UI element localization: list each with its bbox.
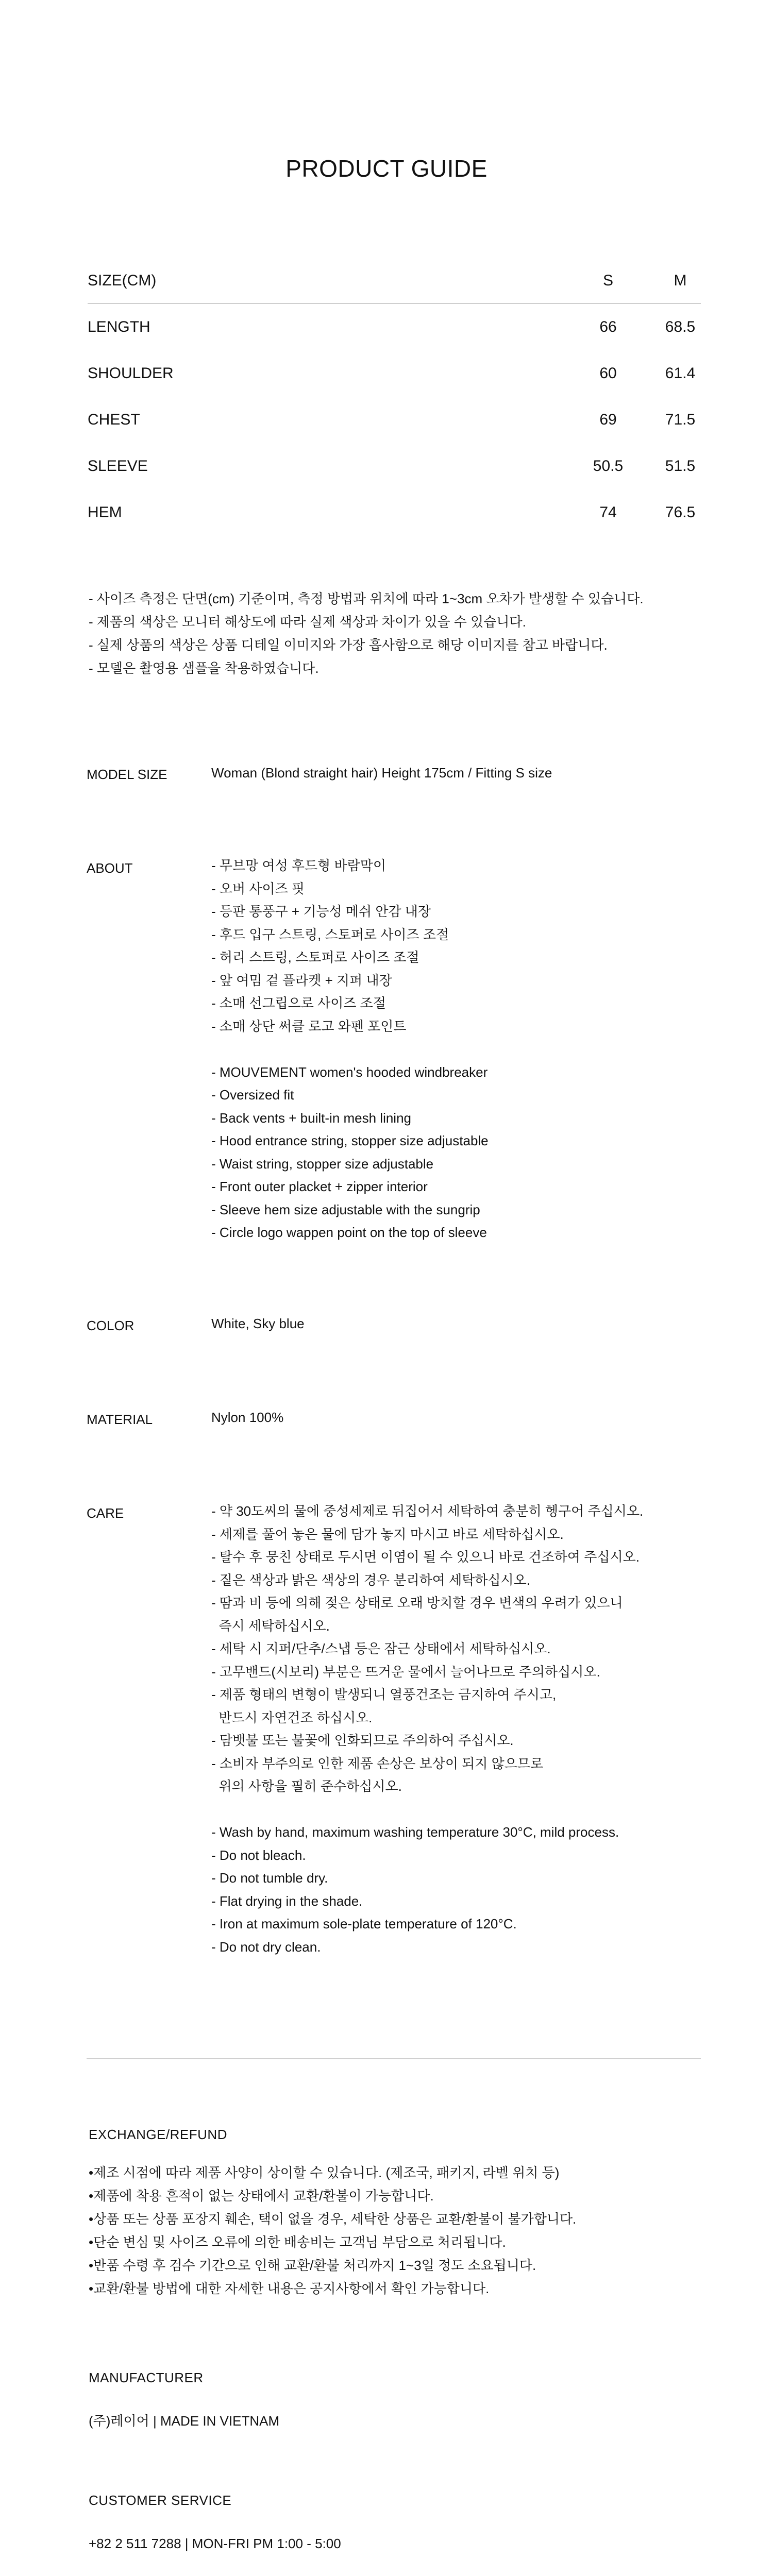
manufacturer-title: MANUFACTURER [89,2370,204,2385]
table-row [88,457,701,504]
about-line: - Circle logo wappen point on the top of sleeve [211,1225,487,1240]
care-label: CARE [87,1505,124,1521]
about-line: - Sleeve hem size adjustable with the sungrip [211,1201,480,1217]
measure-label: HEM [88,504,122,521]
table-row [88,504,701,550]
section-divider [87,2058,701,2059]
exchange-body [89,2161,576,2300]
color-value [211,1312,305,1335]
material-text: Nylon 100% [211,1410,284,1425]
exchange-line: •단순 변심 및 사이즈 오류에 의한 배송비는 고객님 부담으로 처리됩니다. [89,2234,506,2250]
customer-service-text: +82 2 511 7288 | MON-FRI PM 1:00 - 5:00 [89,2536,341,2551]
care-line: - 담뱃불 또는 불꽃에 인화되므로 주의하여 주십시오. [211,1733,514,1748]
about-line: - 소매 상단 써클 로고 와펜 포인트 [211,1018,407,1034]
care-line: - Do not bleach. [211,1847,306,1863]
color-label: COLOR [87,1318,135,1333]
about-line: - 후드 입구 스트링, 스토퍼로 사이즈 조절 [211,926,449,942]
care-line: - Do not dry clean. [211,1939,321,1955]
model-size-label: MODEL SIZE [87,767,167,782]
about-line: - Waist string, stopper size adjustable [211,1156,434,1172]
about-line: - 소매 선그립으로 사이즈 조절 [211,995,386,1011]
measure-label: CHEST [88,411,140,428]
page-title: PRODUCT GUIDE [285,155,488,182]
care-line: 반드시 자연건조 하십시오. [211,1709,373,1725]
care-line: - 짙은 색상과 밝은 색상의 경우 분리하여 세탁하십시오. [211,1572,530,1588]
exchange-line: •제품에 착용 흔적이 없는 상태에서 교환/환불이 가능합니다. [89,2188,434,2204]
care-line: - 세탁 시 지퍼/단추/스냅 등은 잠근 상태에서 세탁하십시오. [211,1641,551,1656]
measure-m: 71.5 [665,411,696,428]
measure-s: 69 [599,411,617,428]
note-line: - 사이즈 측정은 단면(cm) 기준이며, 측정 방법과 위치에 따라 1~3cm 오차가 발생할 수 있습니다. [89,591,644,606]
table-row [88,365,701,411]
care-line: - Wash by hand, maximum washing temperature 30°C, mild process. [211,1824,619,1840]
about-line: - Front outer placket + zipper interior [211,1179,428,1194]
customer-service-title: CUSTOMER SERVICE [89,2493,232,2508]
care-line: - 땀과 비 등에 의해 젖은 상태로 오래 방치할 경우 변색의 우려가 있으니 [211,1595,623,1611]
manufacturer-text: (주)레이어 | MADE IN VIETNAM [89,2413,280,2429]
measure-s: 74 [599,504,617,521]
care-line: 즉시 세탁하십시오. [211,1618,330,1634]
measure-label: SHOULDER [88,365,174,382]
about-line: - Back vents + built-in mesh lining [211,1110,412,1126]
size-header-m: M [674,272,687,289]
care-line: - 세제를 풀어 놓은 물에 담가 놓지 마시고 바로 세탁하십시오. [211,1526,564,1542]
care-line: - 소비자 부주의로 인한 제품 손상은 보상이 되지 않으므로 [211,1755,544,1771]
model-size-text: Woman (Blond straight hair) Height 175cm / Fitting S size [211,765,552,781]
size-table [88,272,701,550]
about-line: - 등판 통풍구 + 기능성 메쉬 안감 내장 [211,904,431,919]
measure-label: LENGTH [88,318,150,335]
about-line: - Oversized fit [211,1087,294,1103]
note-line: - 모델은 촬영용 샘플을 착용하였습니다. [89,660,319,676]
exchange-title: EXCHANGE/REFUND [89,2127,227,2142]
care-line: - Iron at maximum sole-plate temperature of 120°C. [211,1916,517,1931]
measure-m: 61.4 [665,365,696,382]
exchange-line: •교환/환불 방법에 대한 자세한 내용은 공지사항에서 확인 가능합니다. [89,2281,490,2296]
exchange-line: •반품 수령 후 검수 기간으로 인해 교환/환불 처리까지 1~3일 정도 소요됩니다. [89,2258,536,2273]
color-text: White, Sky blue [211,1316,305,1331]
material-label: MATERIAL [87,1412,153,1427]
measure-s: 50.5 [593,457,624,474]
material-value [211,1406,283,1429]
size-header-s: S [602,272,613,289]
care-line [211,1798,643,1821]
about-label: ABOUT [87,860,133,876]
size-table-header [88,272,701,304]
manufacturer-body [89,2410,279,2433]
model-size-value [211,761,552,785]
about-line: - 허리 스트링, 스토퍼로 사이즈 조절 [211,950,419,965]
measure-m: 51.5 [665,457,696,474]
care-line: - Flat drying in the shade. [211,1893,363,1909]
measure-s: 66 [599,318,617,335]
care-line: - 탈수 후 뭉친 상태로 두시면 이염이 될 수 있으니 바로 건조하여 주십시오. [211,1549,640,1565]
exchange-line: •상품 또는 상품 포장지 훼손, 택이 없을 경우, 세탁한 상품은 교환/환불이 불가합니다. [89,2211,577,2227]
measure-m: 68.5 [665,318,696,335]
customer-service-body [89,2532,341,2555]
exchange-line: •제조 시점에 따라 제품 사양이 상이할 수 있습니다. (제조국, 패키지, 라벨 위치 등) [89,2165,560,2180]
about-value [211,854,489,1244]
about-line: - MOUVEMENT women's hooded windbreaker [211,1064,488,1080]
measurement-notes [89,587,644,680]
note-line: - 실제 상품의 색상은 상품 디테일 이미지와 가장 흡사함으로 해당 이미지를 참고 바랍니다. [89,637,608,653]
table-row [88,318,701,365]
measure-m: 76.5 [665,504,696,521]
care-line: - 제품 형태의 변형이 발생되니 열풍건조는 금지하여 주시고, [211,1687,557,1702]
about-line: - Hood entrance string, stopper size adjustable [211,1133,489,1148]
care-value [211,1500,643,1958]
size-header-label: SIZE(CM) [88,272,157,289]
care-line: 위의 사항을 필히 준수하십시오. [211,1778,402,1794]
care-line: - Do not tumble dry. [211,1870,328,1886]
measure-s: 60 [599,365,617,382]
note-line: - 제품의 색상은 모니터 해상도에 따라 실제 색상과 차이가 있을 수 있습니다. [89,614,526,630]
care-line: - 고무밴드(시보리) 부분은 뜨거운 물에서 늘어나므로 주의하십시오. [211,1664,600,1680]
measure-label: SLEEVE [88,457,148,474]
about-line: - 무브망 여성 후드형 바람막이 [211,858,386,873]
care-line: - 약 30도씨의 물에 중성세제로 뒤집어서 세탁하여 충분히 헹구어 주십시오. [211,1503,644,1519]
about-line [211,1038,489,1061]
about-line: - 오버 사이즈 핏 [211,880,305,896]
about-line: - 앞 여밈 겉 플라켓 + 지퍼 내장 [211,972,392,988]
table-row [88,411,701,457]
